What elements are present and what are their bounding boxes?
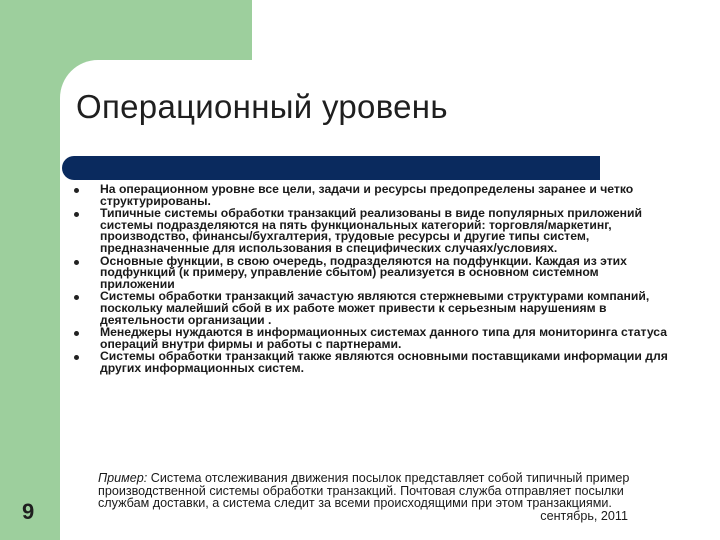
bullet-text: Менеджеры нуждаются в информационных системах данного типа для мониторинга статуса операций внутри фирмы и работы с партнерами. (100, 325, 667, 351)
bullet-dot-icon (74, 331, 79, 336)
bullet-item (74, 291, 670, 326)
bullet-list (74, 184, 670, 375)
bullet-dot-icon (74, 295, 79, 300)
bullet-dot-icon (74, 212, 79, 217)
bullet-item (74, 253, 670, 291)
example-paragraph (98, 472, 658, 522)
slide-date: сентябрь, 2011 (540, 508, 628, 523)
bullet-text: На операционном уровне все цели, задачи и ресурсы предопределены заранее и четко структурированы. (100, 182, 634, 208)
bullet-item (74, 351, 670, 374)
bullet-dot-icon (74, 260, 79, 265)
title-underline-bar (62, 156, 600, 180)
bullet-item (74, 208, 670, 254)
bullet-dot-icon (74, 355, 79, 360)
bullet-text: Системы обработки транзакций зачастую являются стержневыми структурами компаний, поскольку малейший сбой в их работе может привести к серьезным нарушениям в деятельности организации . (100, 289, 650, 327)
bullet-text: Системы обработки транзакций также являются основными поставщиками информации для других информационных систем. (100, 349, 668, 375)
slide-title: Операционный уровень (76, 88, 448, 125)
bullet-dot-icon (74, 188, 79, 193)
example-label: Пример: (98, 471, 148, 485)
bullet-text: Основные функции, в свою очередь, подразделяются на подфункции. Каждая из этих подфункций (к примеру, управление сбытом) реализуется в основном системном приложении (100, 253, 627, 291)
example-text: Система отслеживания движения посылок представляет собой типичный пример производственной системы обработки транзакций. Почтовая служба отправляет посылки службам доставки, а система следит за всеми происходящими при этом транзакциями. (98, 471, 630, 511)
bullet-item (74, 327, 670, 350)
bullet-text: Типичные системы обработки транзакций реализованы в виде популярных приложений системы подразделяются на пять функциональных категорий: торговля/маркетинг, производство, финансы/бухгалтерия, трудовые ресурсы и другие типы систем, предназначенные для использования в специфических случаях/условиях. (100, 206, 643, 255)
slide-number: 9 (22, 499, 35, 524)
bullet-item (74, 184, 670, 207)
